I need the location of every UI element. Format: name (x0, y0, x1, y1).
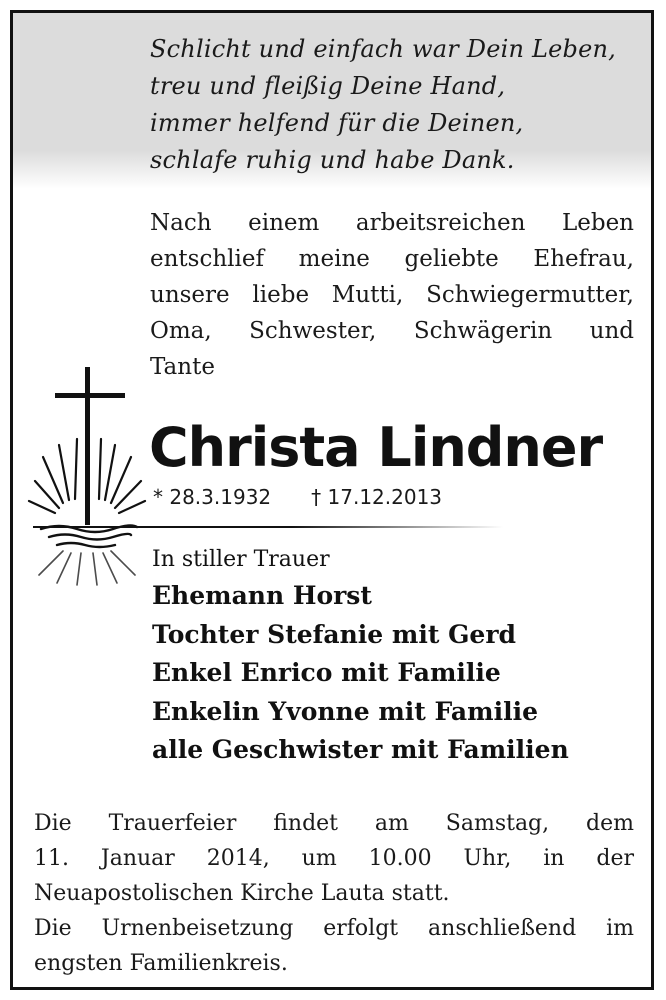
mourner-line: Enkelin Yvonne mit Familie (152, 696, 538, 726)
service-line: Die Trauerfeier findet am Samstag, dem (34, 811, 634, 836)
death-date: † 17.12.2013 (311, 485, 443, 509)
intro-line: unsere liebe Mutti, Schwiegermutter, (150, 282, 634, 308)
divider-line (33, 526, 503, 528)
verse-panel (13, 13, 651, 189)
verse-text (150, 31, 616, 179)
mourning-lead: In stiller Trauer (152, 547, 330, 572)
intro-text (150, 205, 634, 385)
intro-line: Tante (150, 354, 215, 380)
service-line: Die Urnenbeisetzung erfolgt anschließend im (34, 916, 634, 941)
mourner-line: Tochter Stefanie mit Gerd (152, 619, 516, 649)
intro-line: Nach einem arbeitsreichen Leben (150, 210, 634, 236)
verse-line: immer helfend für die Deinen, (150, 109, 524, 137)
birth-date: * 28.3.1932 (153, 485, 272, 509)
deceased-name: Christa Lindner (149, 416, 603, 479)
mourners-block (152, 543, 569, 770)
intro-line: Oma, Schwester, Schwägerin und (150, 318, 634, 344)
intro-line: entschlief meine geliebte Ehefrau, (150, 246, 634, 272)
funeral-service-info (34, 806, 634, 981)
cross-rising-sun-icon (19, 353, 149, 589)
service-line: Neuapostolischen Kirche Lauta statt. (34, 881, 450, 906)
mourner-line: alle Geschwister mit Familien (152, 735, 569, 764)
verse-line: schlafe ruhig und habe Dank. (150, 146, 515, 174)
mourner-line: Enkel Enrico mit Familie (152, 658, 501, 687)
service-line: engsten Familienkreis. (34, 951, 288, 976)
service-line: 11. Januar 2014, um 10.00 Uhr, in der (34, 846, 634, 871)
verse-line: Schlicht und einfach war Dein Leben, (150, 35, 616, 63)
obituary-notice (10, 10, 654, 990)
life-dates (153, 483, 442, 511)
verse-line: treu und fleißig Deine Hand, (150, 72, 506, 100)
mourner-line: Ehemann Horst (152, 581, 372, 610)
